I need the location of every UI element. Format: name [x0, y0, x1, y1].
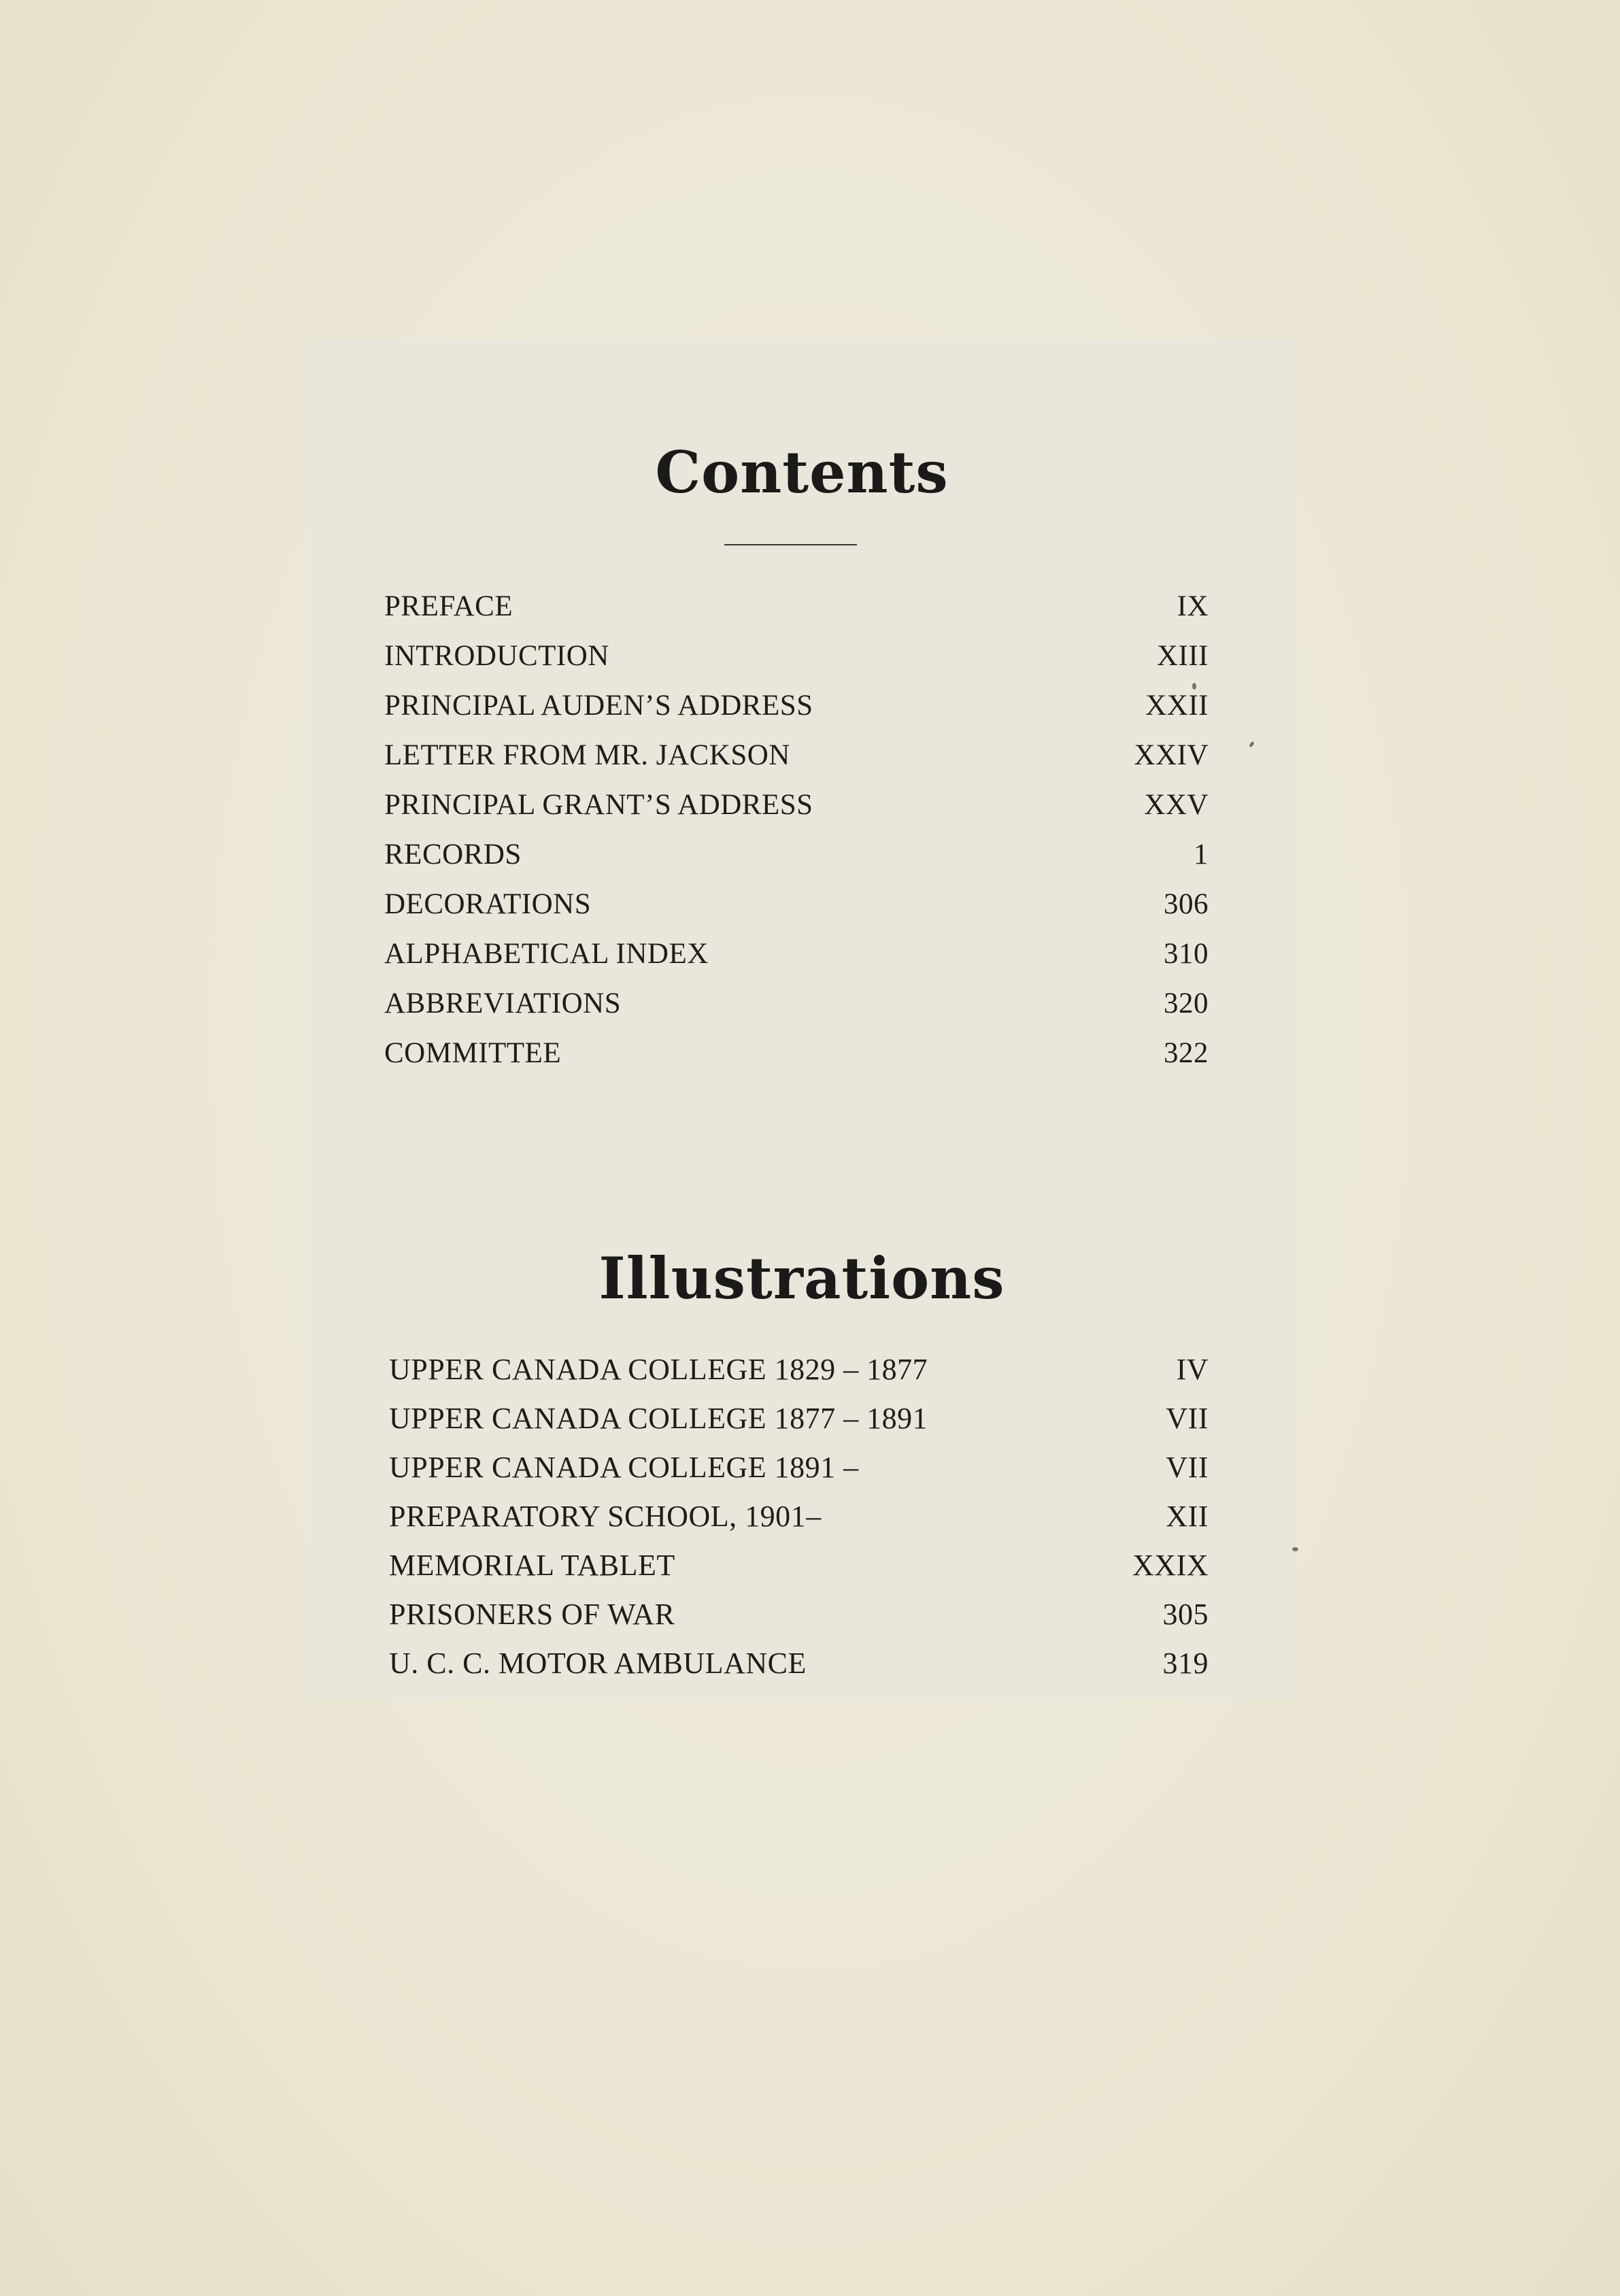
entry-page: 310	[1164, 938, 1209, 970]
illustration-entry	[389, 1646, 1209, 1695]
entry-page: XXII	[1145, 690, 1209, 722]
entry-title: UPPER CANADA COLLEGE 1829 – 1877	[389, 1353, 928, 1386]
entry-page: IX	[1177, 590, 1209, 622]
entry-page: XIII	[1156, 640, 1209, 672]
entry-page: 305	[1162, 1598, 1209, 1631]
entry-title: U. C. C. MOTOR AMBULANCE	[389, 1647, 807, 1680]
illustration-entry	[389, 1450, 1209, 1499]
illustration-entry	[389, 1548, 1209, 1597]
entry-title: MEMORIAL TABLET	[389, 1549, 675, 1582]
entry-title: UPPER CANADA COLLEGE 1877 – 1891	[389, 1402, 928, 1435]
entry-page: VII	[1166, 1451, 1209, 1484]
entry-page: IV	[1176, 1353, 1209, 1386]
entry-title: UPPER CANADA COLLEGE 1891 –	[389, 1451, 859, 1484]
entry-title: PRISONERS OF WAR	[389, 1598, 675, 1631]
contents-entry	[384, 837, 1209, 887]
entry-title: ABBREVIATIONS	[384, 987, 622, 1019]
entry-page: 320	[1164, 987, 1209, 1019]
ink-speck	[1192, 683, 1196, 690]
entry-page: 319	[1162, 1647, 1209, 1680]
contents-entry	[384, 936, 1209, 986]
entry-title: PRINCIPAL AUDEN’S ADDRESS	[384, 690, 813, 722]
illustration-entry	[389, 1499, 1209, 1548]
entry-title: INTRODUCTION	[384, 640, 609, 672]
contents-entry	[384, 639, 1209, 688]
entry-page: VII	[1166, 1402, 1209, 1435]
entry-title: PRINCIPAL GRANT’S ADDRESS	[384, 789, 813, 821]
contents-list	[384, 589, 1209, 1085]
contents-entry	[384, 589, 1209, 639]
entry-title: ALPHABETICAL INDEX	[384, 938, 709, 970]
contents-entry	[384, 688, 1209, 738]
contents-heading: Contents	[655, 439, 949, 506]
entry-page: 1	[1194, 839, 1209, 871]
ink-speck	[1292, 1547, 1298, 1551]
entry-title: LETTER FROM MR. JACKSON	[384, 739, 790, 771]
illustrations-heading: Illustrations	[598, 1245, 1005, 1312]
illustration-entry	[389, 1352, 1209, 1401]
illustration-entry	[389, 1401, 1209, 1450]
entry-page: XXV	[1144, 789, 1209, 821]
entry-title: PREPARATORY SCHOOL, 1901–	[389, 1500, 822, 1533]
contents-entry	[384, 788, 1209, 837]
illustrations-list	[389, 1352, 1209, 1695]
entry-page: XXIX	[1132, 1549, 1209, 1582]
contents-entry	[384, 738, 1209, 788]
contents-entry	[384, 887, 1209, 936]
entry-page: 306	[1164, 888, 1209, 920]
heading-divider	[724, 544, 857, 545]
entry-page: XXIV	[1134, 739, 1209, 771]
contents-entry	[384, 1036, 1209, 1085]
entry-page: XII	[1166, 1500, 1209, 1533]
contents-entry	[384, 986, 1209, 1036]
illustration-entry	[389, 1597, 1209, 1646]
entry-title: PREFACE	[384, 590, 513, 622]
entry-title: RECORDS	[384, 839, 522, 871]
entry-title: COMMITTEE	[384, 1037, 562, 1069]
entry-page: 322	[1164, 1037, 1209, 1069]
entry-title: DECORATIONS	[384, 888, 592, 920]
